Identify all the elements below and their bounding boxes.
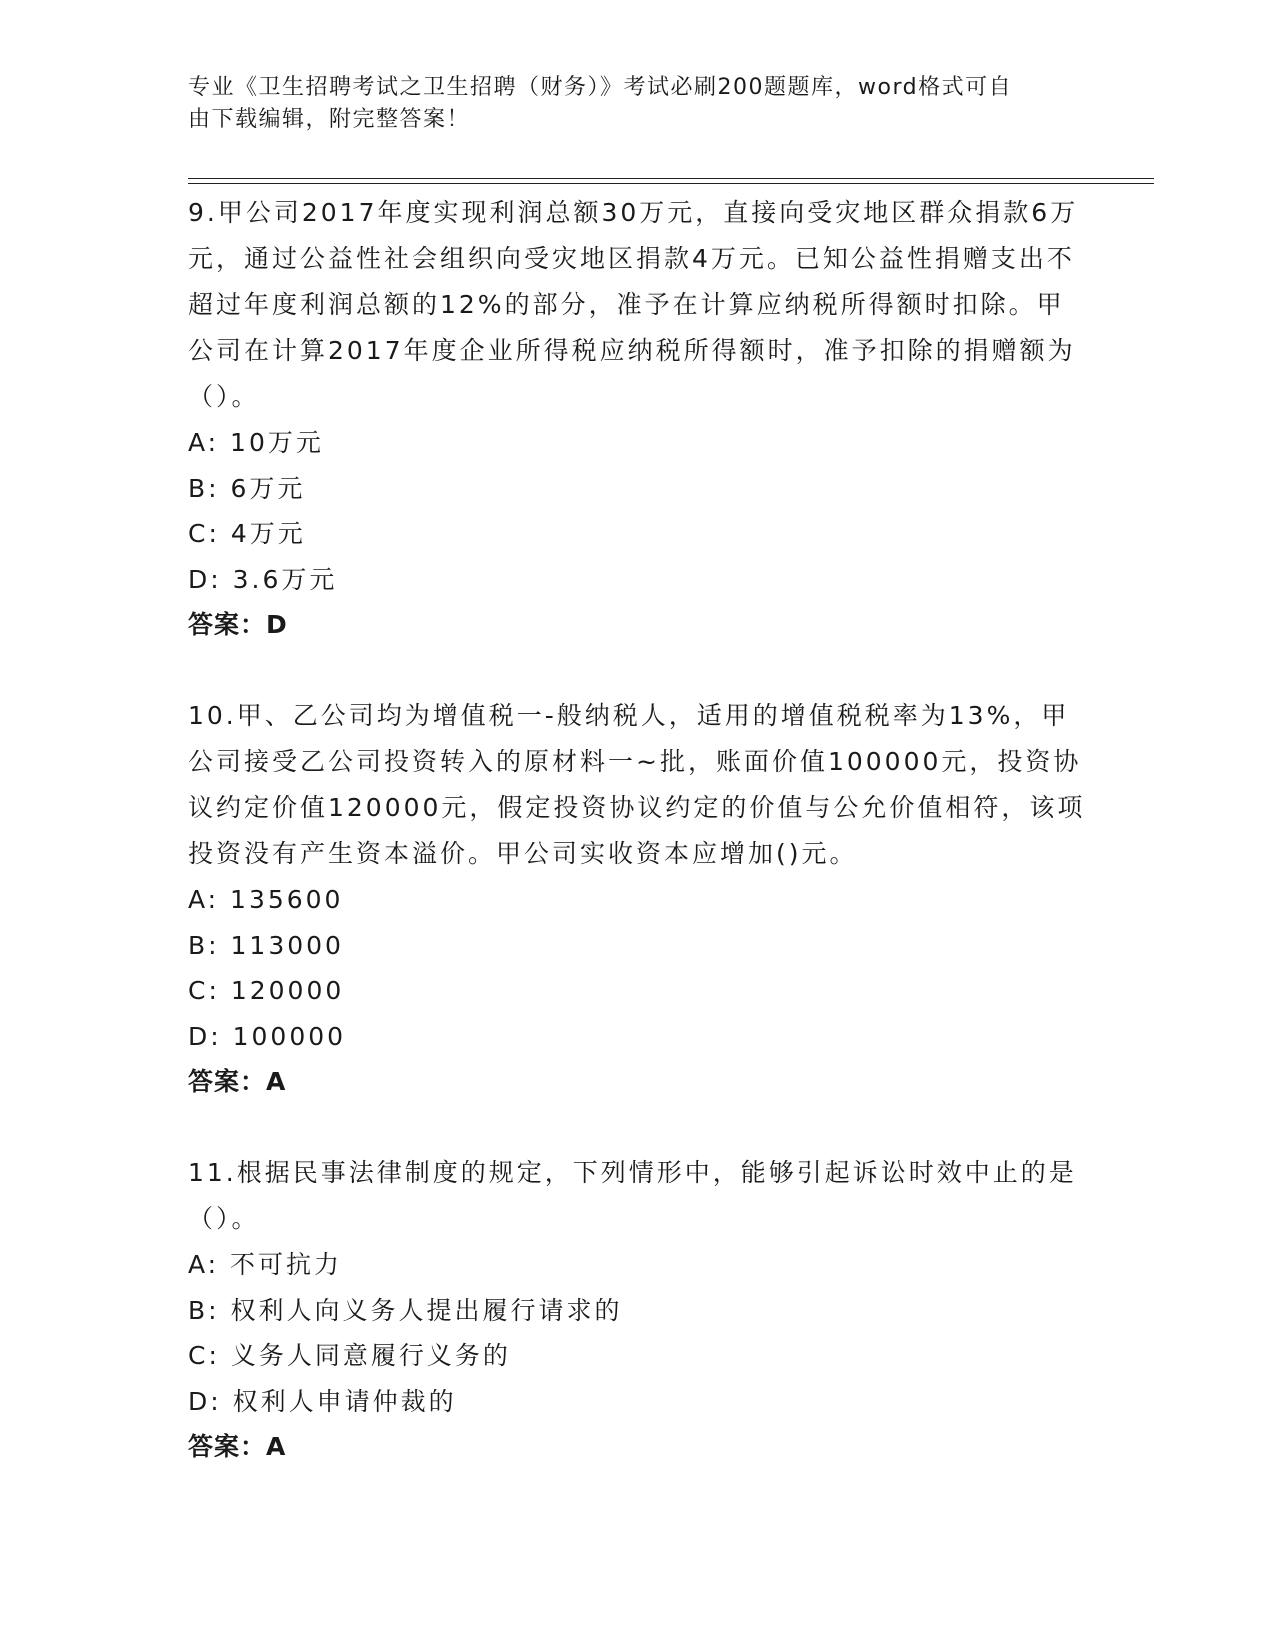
document-header (188, 72, 1068, 136)
option-b: B: 113000 (188, 930, 344, 960)
option-a: A: 不可抗力 (188, 1250, 343, 1279)
question-list (188, 190, 1088, 1515)
answer-label: 答案：A (188, 1067, 287, 1096)
header-divider-top (188, 178, 1154, 179)
option-a: A: 10万元 (188, 428, 324, 457)
option-b: B: 6万元 (188, 473, 306, 503)
option-c: C: 义务人同意履行义务的 (188, 1341, 511, 1370)
question-stem: 10.甲、乙公司均为增值税一-般纳税人，适用的增值税税率为13%，甲公司接受乙公司投资转入的原材料一~批，账面价值100000元，投资协议约定价值120000元，假定投资协议约定的价值与公允价值相符，该项投资没有产生资本溢价。甲公司实收资本应增加()元。 (188, 701, 1086, 868)
option-a: A: 135600 (188, 885, 344, 914)
option-c: C: 120000 (188, 976, 345, 1005)
answer-label: 答案：A (188, 1432, 287, 1461)
question-item (188, 1150, 1088, 1470)
header-line-1: 专业《卫生招聘考试之卫生招聘（财务）》考试必刷200题题库，word格式可自 (188, 75, 1013, 100)
question-stem: 11.根据民事法律制度的规定，下列情形中，能够引起诉讼时效中止的是（）。 (188, 1158, 1077, 1233)
option-d: D: 3.6万元 (188, 564, 338, 594)
question-item (188, 190, 1088, 648)
question-stem: 9.甲公司2017年度实现利润总额30万元，直接向受灾地区群众捐款6万元，通过公益性社会组织向受灾地区捐款4万元。已知公益性捐赠支出不超过年度利润总额的12%的部分，准予在计算应纳税所得额时扣除。甲公司在计算2017年度企业所得税应纳税所得额时，准予扣除的捐赠额为（）。 (188, 198, 1079, 411)
question-item (188, 693, 1088, 1105)
header-divider-bottom (188, 183, 1154, 184)
answer-label: 答案：D (188, 610, 288, 639)
option-d: D: 100000 (188, 1021, 347, 1051)
option-d: D: 权利人申请仲裁的 (188, 1386, 457, 1416)
option-c: C: 4万元 (188, 519, 306, 548)
header-line-2: 由下载编辑，附完整答案！ (188, 107, 471, 132)
option-b: B: 权利人向义务人提出履行请求的 (188, 1295, 623, 1325)
